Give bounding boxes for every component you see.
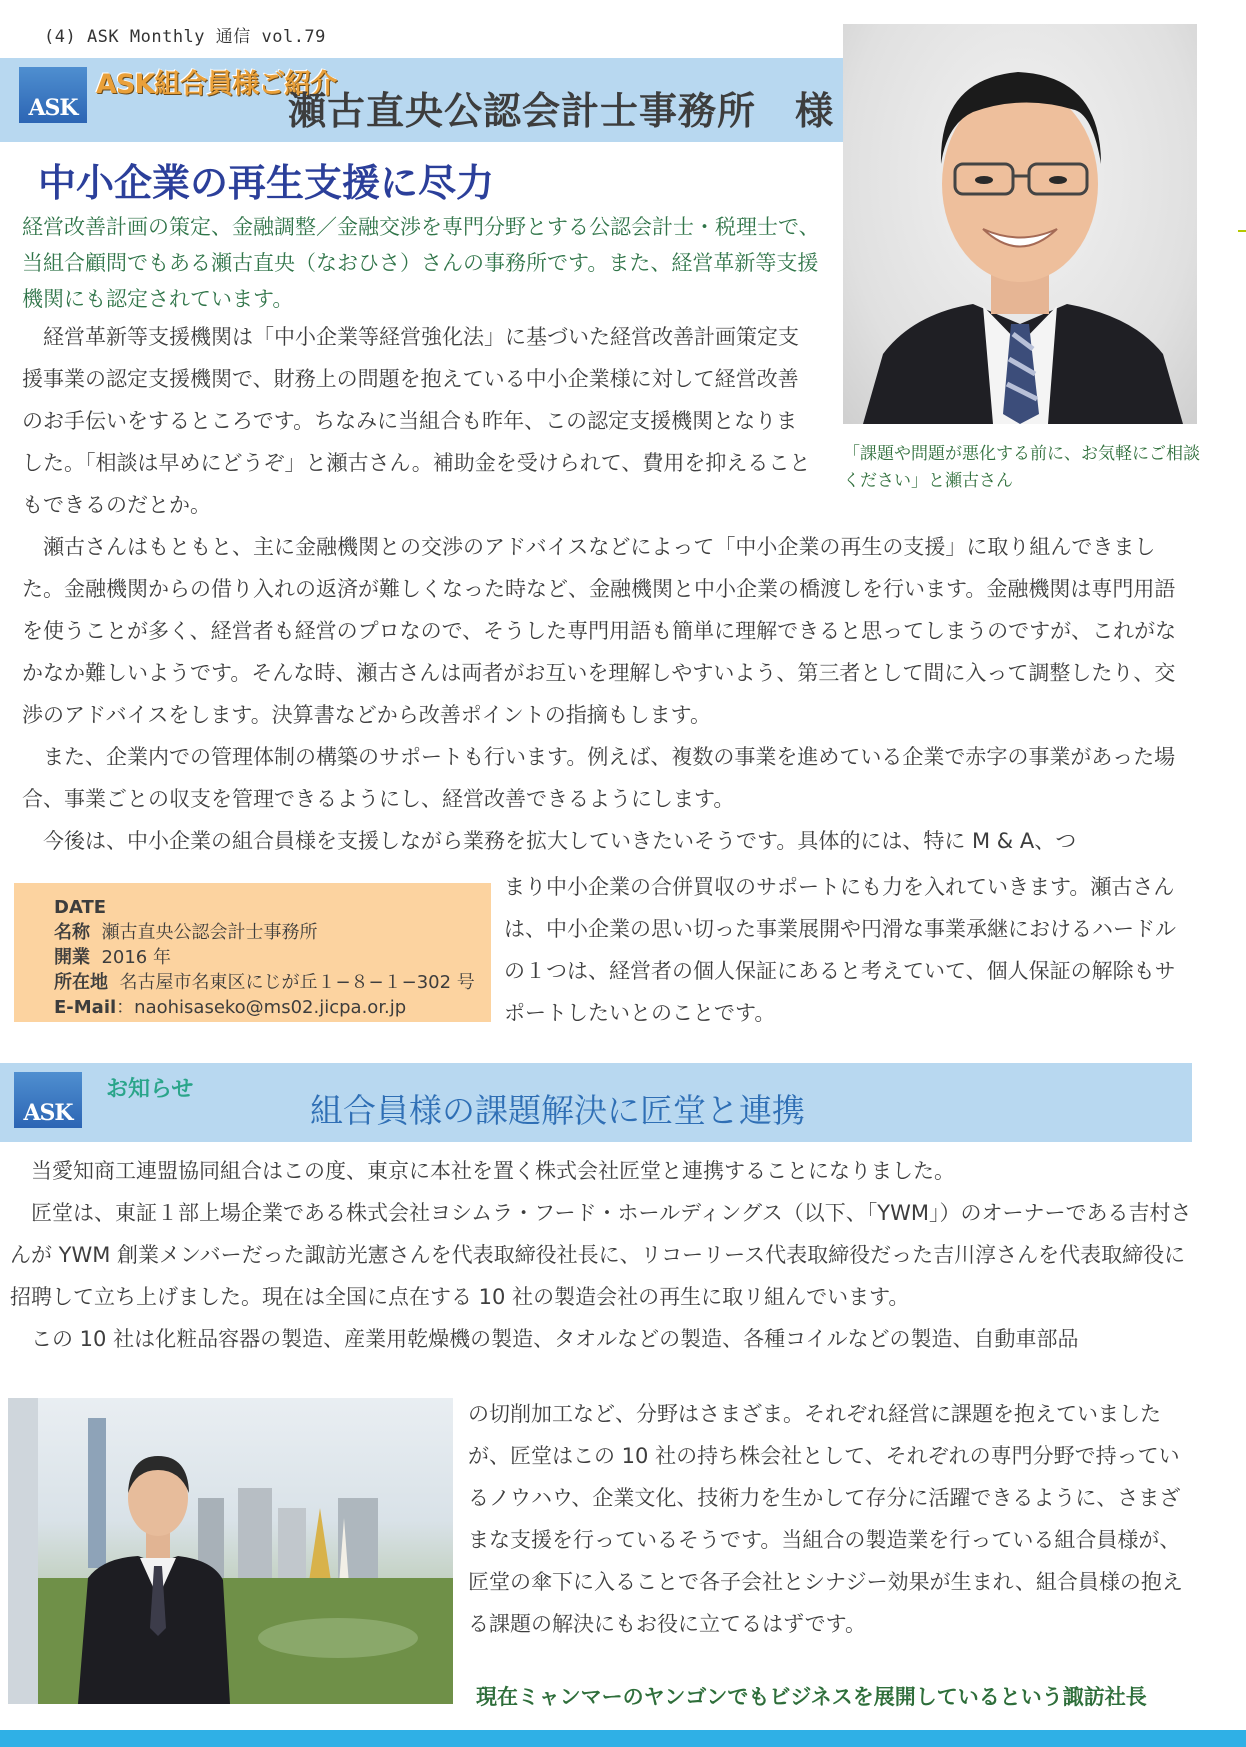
notice-paragraph-1: 当愛知商工連盟協同組合はこの度、東京に本社を置く株式会社匠堂と連携することになりました。 — [10, 1159, 955, 1183]
article-lead: 経営改善計画の策定、金融調整／金融交渉を専門分野とする公認会計士・税理士で、当組合顧問でもある瀬古直央（なおひさ）さんの事務所です。また、経営革新等支援機関にも認定されています。 — [22, 215, 820, 311]
notice-title: 組合員様の課題解決に匠堂と連携 — [310, 1091, 805, 1130]
notice-paragraph-3-end: の切削加工など、分野はさまざま。それぞれ経営に課題を抱えていましたが、匠堂はこの 10 社の持ち株会社として、それぞれの専門分野で持っているノウハウ、企業文化、技術力を生かして存分に活躍できるように、さまざまな支援を行っているそうです。当組合の製造業を行っている組合員様が、匠堂の傘下に入ることで各子会社とシナジー効果が生まれ、組合員様の抱える課題の解決にもお役に立てるはずです。 — [468, 1402, 1183, 1636]
member-intro-tag: ASK組合員様ご紹介 — [96, 69, 337, 100]
email-value[interactable]: ：naohisaseko@ms02.jicpa.or.jp — [116, 997, 407, 1018]
notice-paragraph-3-start: この 10 社は化粧品容器の製造、産業用乾燥機の製造、タオルなどの製造、各種コイルなどの製造、自動車部品 — [10, 1327, 1079, 1351]
portrait-photo — [843, 24, 1197, 424]
article-paragraph-3: また、企業内での管理体制の構築のサポートも行います。例えば、複数の事業を進めている企業で赤字の事業があった場合、事業ごとの収支を管理できるようにし、経営改善できるようにします。 — [22, 745, 1176, 811]
date-row-email — [54, 995, 475, 1020]
article-paragraph-1: 経営革新等支援機関は「中小企業等経営強化法」に基づいた経営改善計画策定支援事業の認定支援機関で、財務上の問題を抱えている中小企業様に対して経営改善のお手伝いをするところです。ちなみに当組合も昨年、この認定支援機関となりました。「相談は早めにどうぞ」と瀬古さん。補助金を受けられて、費用を抑えることもできるのだとか。 — [22, 325, 811, 517]
open-value: 2016 年 — [101, 947, 171, 968]
footer-bar — [0, 1730, 1246, 1747]
name-value: 瀬古直央公認会計士事務所 — [101, 922, 318, 943]
date-row-open — [54, 945, 475, 970]
article-paragraph-2: 瀬古さんはもともと、主に金融機関との交渉のアドバイスなどによって「中小企業の再生の支援」に取り組んできました。金融機関からの借り入れの返済が難しくなった時など、金融機関と中小企業の橋渡しを行います。金融機関は専門用語を使うことが多く、経営者も経営のプロなので、そうした専門用語も簡単に理解できると思ってしまうのですが、これがなかなか難しいようです。そんな時、瀬古さんは両者がお互いを理解しやすいよう、第三者として間に入って調整したり、交渉のアドバイスをします。決算書などから改善ポイントの指摘もします。 — [22, 535, 1177, 727]
ceo-yangon-illustration — [8, 1398, 453, 1704]
page-header: (4) ASK Monthly 通信 vol.79 — [44, 27, 326, 47]
firm-title: 瀬古直央公認会計士事務所 様 — [288, 89, 835, 133]
date-row-address — [54, 970, 475, 995]
date-heading: DATE — [54, 897, 107, 918]
article-paragraph-4-start: 今後は、中小企業の組合員様を支援しながら業務を拡大していきたいそうです。具体的には、特に M & A、つ — [22, 829, 1077, 853]
notice-paragraphs — [10, 1150, 1192, 1360]
name-label: 名称 — [54, 922, 90, 943]
notice-paragraph-2: 匠堂は、東証１部上場企業である株式会社ヨシムラ・フード・ホールディングス（以下、「YWM」）のオーナーである吉村さんが YWM 創業メンバーだった諏訪光憲さんを代表取締役社長に、リコーリース代表取締役だった吉川淳さんを代表取締役に招聘して立ち上げました。現在は全国に点在する 10 社の製造会社の再生に取リ組んでいます。 — [10, 1201, 1192, 1309]
article-headline: 中小企業の再生支援に尽力 — [38, 161, 495, 205]
date-row-name — [54, 920, 475, 945]
portrait-caption: 「課題や問題が悪化する前に、お気軽にご相談ください」と瀬古さん — [843, 444, 1200, 491]
address-value: 名古屋市名東区にじが丘１−８−１−302 号 — [119, 972, 475, 993]
open-label: 開業 — [54, 947, 90, 968]
ask-logo-2: ASK — [14, 1072, 82, 1128]
article-paragraphs-2-4 — [22, 526, 1192, 862]
email-label: E-Mail — [54, 997, 117, 1018]
address-label: 所在地 — [54, 972, 108, 993]
article-paragraph-4-end: まり中小企業の合併買収のサポートにも力を入れていきます。瀬古さんは、中小企業の思い切った事業展開や円滑な事業承継におけるハードルの１つは、経営者の個人保証にあると考えていて、個人保証の解除もサポートしたいとのことです。 — [504, 875, 1176, 1025]
portrait-illustration — [843, 24, 1197, 424]
ceo-yangon-photo — [8, 1398, 453, 1704]
ask-logo: ASK — [19, 67, 87, 123]
date-info-box — [14, 883, 491, 1022]
ceo-photo-caption: 現在ミャンマーのヤンゴンでもビジネスを展開しているという諏訪社長 — [476, 1685, 1147, 1709]
margin-mark — [1238, 230, 1246, 232]
notice-tag: お知らせ — [106, 1077, 194, 1102]
